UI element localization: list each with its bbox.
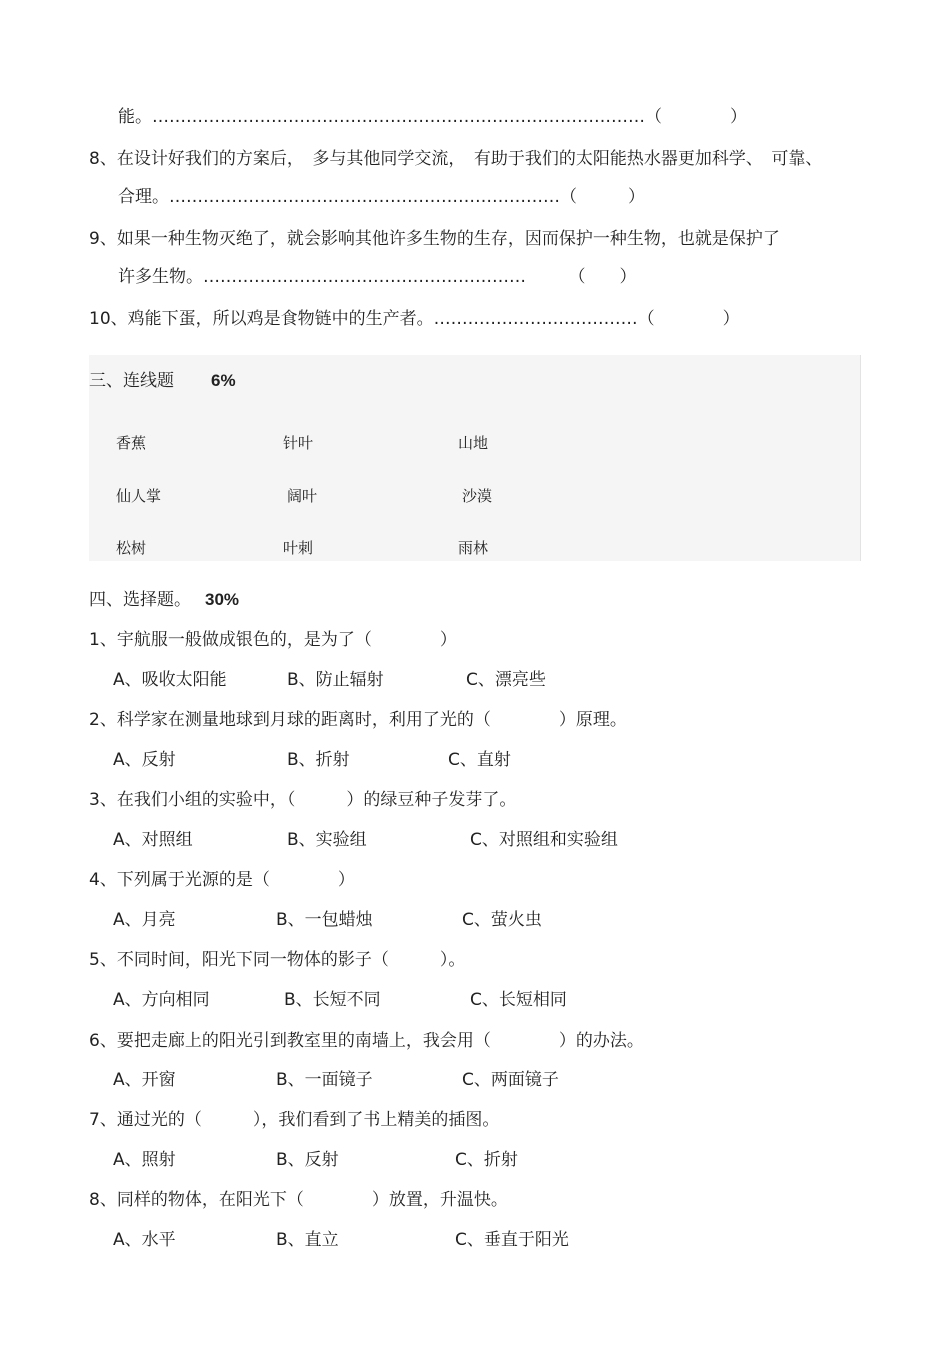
choice-option-c[interactable]: C、对照组和实验组	[470, 830, 618, 850]
choice-question: 8、同样的物体，在阳光下（ ）放置，升温快。	[89, 1190, 508, 1210]
choice-option-a[interactable]: A、水平	[113, 1230, 176, 1250]
choice-option-c[interactable]: C、萤火虫	[462, 910, 542, 930]
choice-option-c[interactable]: C、长短相同	[470, 990, 567, 1010]
match-col1-item[interactable]: 仙人掌	[116, 487, 162, 505]
choice-question: 6、要把走廊上的阳光引到教室里的南墙上，我会用（ ）的办法。	[89, 1031, 644, 1051]
choice-option-a[interactable]: A、方向相同	[113, 990, 210, 1010]
matching-score: 6%	[211, 371, 236, 390]
choice-option-a[interactable]: A、对照组	[113, 830, 193, 850]
choice-question: 2、科学家在测量地球到月球的距离时，利用了光的（ ）原理。	[89, 710, 627, 730]
choice-option-b[interactable]: B、长短不同	[284, 990, 381, 1010]
choice-option-a[interactable]: A、月亮	[113, 910, 176, 930]
match-col3-item[interactable]: 山地	[458, 434, 489, 452]
choice-option-b[interactable]: B、防止辐射	[287, 670, 384, 690]
choice-option-b[interactable]: B、一面镜子	[276, 1070, 373, 1090]
choice-option-b[interactable]: B、反射	[276, 1150, 339, 1170]
matching-heading: 三、连线题	[89, 371, 174, 391]
match-col3-item[interactable]: 沙漠	[462, 487, 493, 505]
choice-option-a[interactable]: A、开窗	[113, 1070, 176, 1090]
choice-option-a[interactable]: A、吸收太阳能	[113, 670, 227, 690]
choice-option-c[interactable]: C、折射	[455, 1150, 518, 1170]
choice-option-b[interactable]: B、折射	[287, 750, 350, 770]
match-col2-item[interactable]: 阔叶	[287, 487, 318, 505]
matching-box	[89, 355, 861, 561]
choice-option-c[interactable]: C、两面镜子	[462, 1070, 559, 1090]
choice-heading: 四、选择题。	[89, 590, 191, 610]
choice-option-a[interactable]: A、照射	[113, 1150, 176, 1170]
choice-question: 3、在我们小组的实验中，（ ）的绿豆种子发芽了。	[89, 790, 517, 810]
choice-question: 1、宇航服一般做成银色的，是为了（ ）	[89, 630, 457, 650]
choice-option-b[interactable]: B、实验组	[287, 830, 367, 850]
choice-question: 7、通过光的（ ），我们看到了书上精美的插图。	[89, 1110, 500, 1130]
choice-option-b[interactable]: B、直立	[276, 1230, 339, 1250]
match-col2-item[interactable]: 针叶	[283, 434, 314, 452]
judge-q9-line2: 许多生物。………………………………………………… （ ）	[118, 267, 637, 287]
choice-option-c[interactable]: C、漂亮些	[466, 670, 546, 690]
judge-q8-line1: 8、在设计好我们的方案后， 多与其他同学交流， 有助于我们的太阳能热水器更加科学、 可靠、	[89, 149, 823, 169]
match-col3-item[interactable]: 雨林	[458, 539, 489, 557]
match-col1-item[interactable]: 松树	[116, 539, 147, 557]
match-col2-item[interactable]: 叶刺	[283, 539, 314, 557]
judge-q7-continuation: 能。……………………………………………………………………………（ ）	[118, 107, 747, 127]
choice-option-c[interactable]: C、直射	[448, 750, 511, 770]
choice-question: 5、不同时间，阳光下同一物体的影子（ ）。	[89, 950, 466, 970]
choice-option-a[interactable]: A、反射	[113, 750, 176, 770]
choice-option-b[interactable]: B、一包蜡烛	[276, 910, 373, 930]
judge-q9-line1: 9、如果一种生物灭绝了，就会影响其他许多生物的生存，因而保护一种生物，也就是保护了	[89, 229, 780, 249]
judge-q8-line2: 合理。……………………………………………………………（ ）	[118, 187, 645, 207]
choice-question: 4、下列属于光源的是（ ）	[89, 870, 355, 890]
choice-score: 30%	[205, 590, 240, 609]
match-col1-item[interactable]: 香蕉	[116, 434, 147, 452]
choice-option-c[interactable]: C、垂直于阳光	[455, 1230, 569, 1250]
judge-q10: 10、鸡能下蛋，所以鸡是食物链中的生产者。………………………………（ ）	[89, 309, 740, 329]
